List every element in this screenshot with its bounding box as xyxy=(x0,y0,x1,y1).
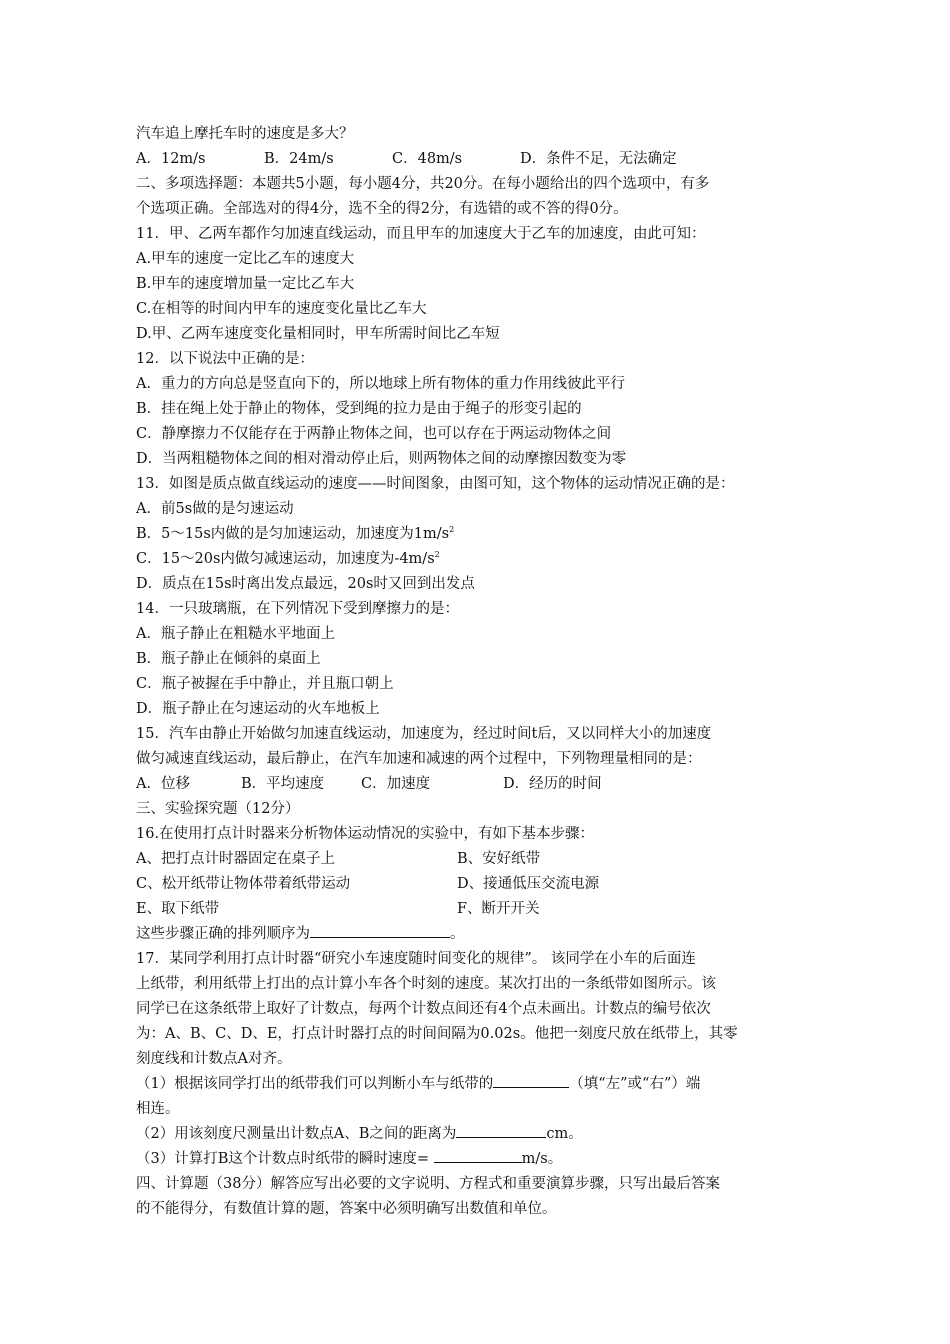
q16-stem: 16.在使用打点计时器来分析物体运动情况的实验中，有如下基本步骤： xyxy=(136,826,595,842)
q10-options xyxy=(136,147,816,172)
q11-stem: 11．甲、乙两车都作匀加速直线运动，而且甲车的加速度大于乙车的加速度，由此可知： xyxy=(136,226,706,242)
q13-option-b: B．5～15s内做的是匀加速运动，加速度为$1m/s^2$ xyxy=(136,525,455,542)
q17-part3-blank[interactable] xyxy=(434,1147,522,1163)
q16-step-d: D、接通低压交流电源 xyxy=(457,876,600,892)
q14-option-d: D．瓶子静止在匀速运动的火车地板上 xyxy=(136,701,380,717)
q16-step-a: A、把打点计时器固定在桌子上 xyxy=(136,851,335,867)
q14-option-a: A．瓶子静止在粗糙水平地面上 xyxy=(136,626,335,642)
q10-option-b: B．24m/s xyxy=(264,151,334,167)
q16-steps-row-2 xyxy=(136,872,816,897)
q17-part-1-cont: 相连。 xyxy=(136,1101,180,1117)
q11-option-a: A.甲车的速度一定比乙车的速度大 xyxy=(136,251,355,267)
q13-stem: 13．如图是质点做直线运动的速度——时间图象，由图可知，这个物体的运动情况正确的是： xyxy=(136,476,735,492)
section4-heading-2: 的不能得分，有数值计算的题，答案中必须明确写出数值和单位。 xyxy=(136,1201,557,1217)
q15-option-d: D．经历的时间 xyxy=(503,776,602,792)
q12-option-b: B．挂在绳上处于静止的物体，受到绳的拉力是由于绳子的形变引起的 xyxy=(136,401,582,417)
section2-heading-2: 个选项正确。全部选对的得4分，选不全的得2分，有选错的或不答的得0分。 xyxy=(136,201,628,217)
q13-option-d: D．质点在15s时离出发点最远，20s时又回到出发点 xyxy=(136,576,475,592)
q17-stem-2: 上纸带，利用纸带上打出的点计算小车各个时刻的速度。某次打出的一条纸带如图所示。该 xyxy=(136,976,716,992)
q17-part-1: （1）根据该同学打出的纸带我们可以判断小车与纸带的 （填“左”或“右”）端 xyxy=(136,1072,816,1097)
q15-option-b: B．平均速度 xyxy=(241,776,325,792)
q16-answer-blank[interactable] xyxy=(310,922,450,938)
q10-option-d: D．条件不足，无法确定 xyxy=(520,151,677,167)
q14-stem: 14．一只玻璃瓶，在下列情况下受到摩擦力的是： xyxy=(136,601,459,617)
q16-steps-row-3 xyxy=(136,897,816,922)
q11-option-b: B.甲车的速度增加量一定比乙车大 xyxy=(136,276,355,292)
q15-option-a: A．位移 xyxy=(136,776,190,792)
q17-stem-3: 同学已在这条纸带上取好了计数点，每两个计数点间还有4个点未画出。计数点的编号依次 xyxy=(136,1001,711,1017)
q17-part1-blank[interactable] xyxy=(493,1072,569,1088)
q15-options xyxy=(136,772,816,797)
q15-option-c: C．加速度 xyxy=(361,776,431,792)
q10-stem-tail: 汽车追上摩托车时的速度是多大？ xyxy=(136,126,354,142)
q16-step-f: F、断开开关 xyxy=(457,901,540,917)
q15-stem-2: 做匀减速直线运动，最后静止，在汽车加速和减速的两个过程中，下列物理量相同的是： xyxy=(136,751,702,767)
q12-option-a: A．重力的方向总是竖直向下的，所以地球上所有物体的重力作用线彼此平行 xyxy=(136,376,625,392)
exam-page xyxy=(136,122,816,1222)
q16-step-b: B、安好纸带 xyxy=(457,851,541,867)
q16-steps-row-1 xyxy=(136,847,816,872)
q12-option-c: C．静摩擦力不仅能存在于两静止物体之间，也可以存在于两运动物体之间 xyxy=(136,426,612,442)
q10-option-a: A．12m/s xyxy=(136,151,206,167)
q12-option-d: D．当两粗糙物体之间的相对滑动停止后，则两物体之间的动摩擦因数变为零 xyxy=(136,451,627,467)
section2-heading-1: 二、多项选择题：本题共5小题，每小题4分，共20分。在每小题给出的四个选项中，有多 xyxy=(136,176,710,192)
q13-option-c: C．15～20s内做匀减速运动，加速度为$-4m/s^2$ xyxy=(136,550,440,567)
section3-heading: 三、实验探究题（12分） xyxy=(136,801,300,817)
q11-option-c: C.在相等的时间内甲车的速度变化量比乙车大 xyxy=(136,301,427,317)
q17-part-3: （3）计算打B这个计数点时纸带的瞬时速度= m/s。 xyxy=(136,1147,816,1172)
q13-option-a: A．前5s做的是匀速运动 xyxy=(136,501,294,517)
q14-option-b: B．瓶子静止在倾斜的桌面上 xyxy=(136,651,321,667)
q17-part-2: （2）用该刻度尺测量出计数点A、B之间的距离为 cm。 xyxy=(136,1122,816,1147)
q16-step-c: C、松开纸带让物体带着纸带运动 xyxy=(136,876,351,892)
q17-part2-blank[interactable] xyxy=(456,1122,546,1138)
q16-order-answer: 这些步骤正确的排列顺序为 。 xyxy=(136,922,816,947)
q17-stem-4: 为：A、B、C、D、E，打点计时器打点的时间间隔为0.02s。他把一刻度尺放在纸带上，其零 xyxy=(136,1026,738,1042)
q17-stem-1: 17．某同学利用打点计时器“研究小车速度随时间变化的规律”。 该同学在小车的后面连 xyxy=(136,951,696,967)
q11-option-d: D.甲、乙两车速度变化量相同时，甲车所需时间比乙车短 xyxy=(136,326,500,342)
q14-option-c: C．瓶子被握在手中静止，并且瓶口朝上 xyxy=(136,676,394,692)
q15-stem-1: 15．汽车由静止开始做匀加速直线运动，加速度为，经过时间t后，又以同样大小的加速度 xyxy=(136,726,712,742)
section4-heading-1: 四、计算题（38分）解答应写出必要的文字说明、方程式和重要演算步骤，只写出最后答案 xyxy=(136,1176,720,1192)
q17-stem-5: 刻度线和计数点A对齐。 xyxy=(136,1051,292,1067)
q16-step-e: E、取下纸带 xyxy=(136,901,220,917)
q12-stem: 12．以下说法中正确的是： xyxy=(136,351,314,367)
q10-option-c: C．48m/s xyxy=(392,151,463,167)
